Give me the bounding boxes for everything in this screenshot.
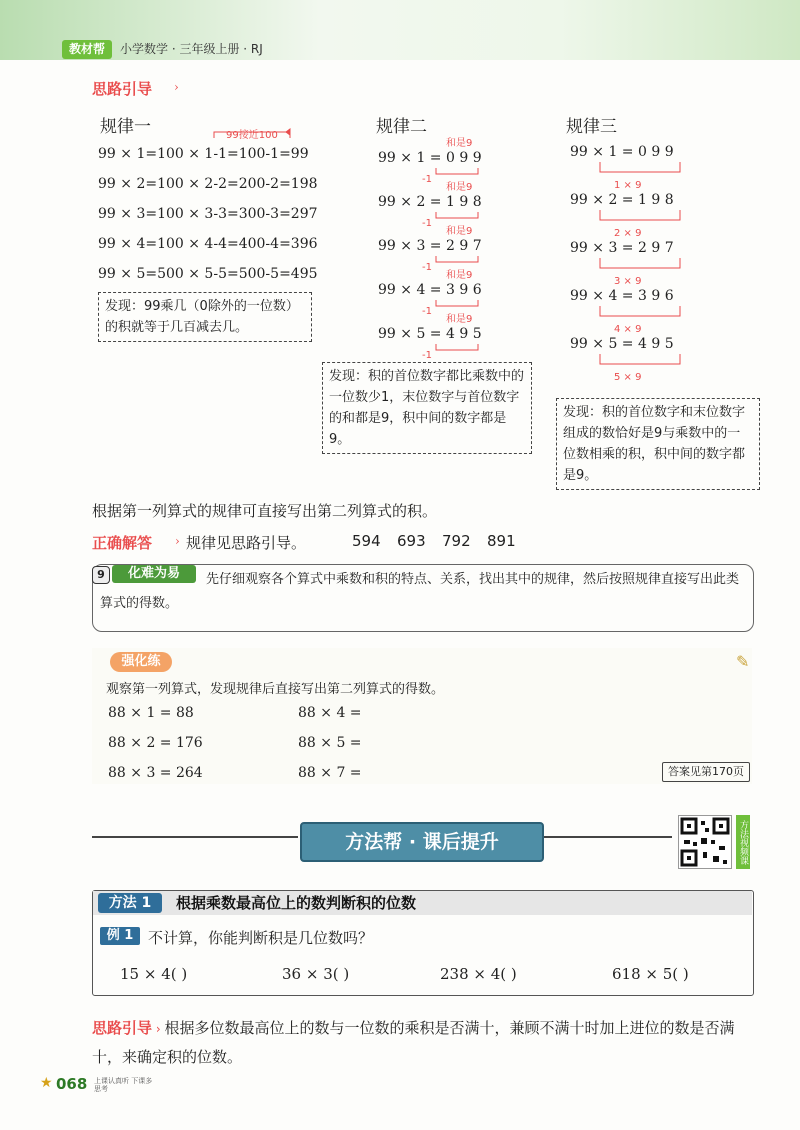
summary-text: 根据第一列算式的规律可直接写出第二列算式的积。 [92,502,438,520]
rule3-finding: 发现：积的首位数字和末位数字组成的数恰好是9与乘数中的一位数相乘的积，积中间的数字都是9。 [556,398,760,490]
rule3-line: 99 × 5 = 4 9 5 [570,336,674,352]
answer-value: 594 [352,532,381,550]
rule2-minus-hint: -1 [422,262,432,273]
method-tag: 方法 1 [98,893,162,913]
rule3-product: 3 × 9 [614,276,642,287]
practice-right-item: 88 × 4 = [298,705,362,721]
rule1-line: 99 × 5=500 × 5-5=500-5=495 [98,266,318,282]
star-icon: ★ [40,1075,53,1091]
section-title: 方法帮 · 课后提升 [300,822,544,862]
practice-instruction: 观察第一列算式，发现规律后直接写出第二列算式的得数。 [106,682,445,697]
pencil-icon: ✎ [736,652,750,671]
rule2-sum-hint: 和是9 [446,314,473,325]
example-tag: 例 1 [100,927,140,945]
rule2-sum-hint: 和是9 [446,226,473,237]
tip-text: 先仔细观察各个算式中乘数和积的特点、关系，找出其中的规律，然后按照规律直接写出此类算式的得数。 [100,572,740,611]
rule3-product: 5 × 9 [614,372,642,383]
arrow-icon: › [174,80,179,94]
rule3-product: 1 × 9 [614,180,642,191]
correct-answer-label: 正确解答 [92,534,153,552]
footer-note: 上课认真听 下课多思考 [94,1077,153,1093]
section-line-right [542,836,672,838]
rule2-line: 99 × 2 = 1 9 8 [378,194,482,210]
example-item: 618 × 5( ) [612,965,689,983]
rule2-minus-hint: -1 [422,350,432,361]
rule2-line: 99 × 3 = 2 9 7 [378,238,482,254]
practice-right-item: 88 × 5 = [298,735,362,751]
practice-right [298,705,362,795]
answer-value: 792 [442,532,471,550]
rule2-sum-hint: 和是9 [446,138,473,149]
practice-left-item: 88 × 1 = 88 [108,705,194,721]
rule3-heading: 规律三 [566,117,617,137]
example-question: 不计算，你能判断积是几位数吗？ [148,929,374,947]
rule1-line: 99 × 4=100 × 4-4=400-4=396 [98,236,318,252]
example-item: 36 × 3( ) [282,965,350,983]
rule3-product: 4 × 9 [614,324,642,335]
header-title: 小学数学 · 三年级上册 · RJ [120,42,263,56]
practice-left-item: 88 × 3 = 264 [108,765,203,781]
rule3-line: 99 × 3 = 2 9 7 [570,240,674,256]
rule2-line: 99 × 4 = 3 9 6 [378,282,482,298]
arrow-icon: › [152,1022,165,1036]
answer-value: 693 [397,532,426,550]
rule2-line: 99 × 1 = 0 9 9 [378,150,482,166]
rule2-minus-hint: -1 [422,174,432,185]
bottom-guide [92,1014,756,1071]
example-item: 15 × 4( ) [120,965,188,983]
tip-title: 化难为易 [112,565,196,583]
rule2-line: 99 × 5 = 4 9 5 [378,326,482,342]
rule3-line: 99 × 1 = 0 9 9 [570,144,674,160]
thinking-guide-label: 思路引导 [92,80,153,98]
rule3-line: 99 × 2 = 1 9 8 [570,192,674,208]
answer-value: 891 [487,532,516,550]
practice-left-item: 88 × 2 = 176 [108,735,203,751]
rule1-line: 99 × 3=100 × 3-3=300-3=297 [98,206,318,222]
practice-left [108,705,203,795]
rule2-minus-hint: -1 [422,218,432,229]
rule2-heading: 规律二 [376,117,427,137]
rule1-heading: 规律一 [100,117,151,137]
rule2-finding: 发现：积的首位数字都比乘数中的一位数少1，末位数字与首位数字的和都是9，积中间的数字都是9。 [322,362,532,454]
rule2-sum-hint: 和是9 [446,270,473,281]
rule3-line: 99 × 4 = 3 9 6 [570,288,674,304]
section-line-left [92,836,298,838]
rule3-product: 2 × 9 [614,228,642,239]
page-number: 068 [56,1075,88,1093]
answer-reference[interactable]: 答案见第170页 [662,762,750,782]
qr-code-icon[interactable] [678,815,732,869]
rule1-line: 99 × 2=100 × 2-2=200-2=198 [98,176,318,192]
correct-answer-text: 规律见思路引导。 [186,534,307,552]
arrow-icon: › [175,534,180,548]
bottom-guide-text: 根据多位数最高位上的数与一位数的乘积是否满十，兼顾不满十时加上进位的数是否满十，来确定积的位数。 [92,1019,735,1066]
practice-right-item: 88 × 7 = [298,765,362,781]
rule1-line: 99 × 1=100 × 1-1=100-1=99 [98,146,309,162]
rule1-hint: 99接近100 [226,130,278,141]
rule2-sum-hint: 和是9 [446,182,473,193]
rule1-finding: 发现：99乘几（0除外的一位数）的积就等于几百减去几。 [98,292,312,342]
qr-side-label: 方法视频课 [736,815,750,869]
method-title: 根据乘数最高位上的数判断积的位数 [176,894,417,912]
header-tag: 教材帮 [62,40,112,59]
rule2-minus-hint: -1 [422,306,432,317]
tip-number-icon: 9 [92,566,110,584]
bottom-guide-label: 思路引导 [92,1019,153,1037]
practice-tag: 强化练 [110,652,172,672]
example-item: 238 × 4( ) [440,965,517,983]
